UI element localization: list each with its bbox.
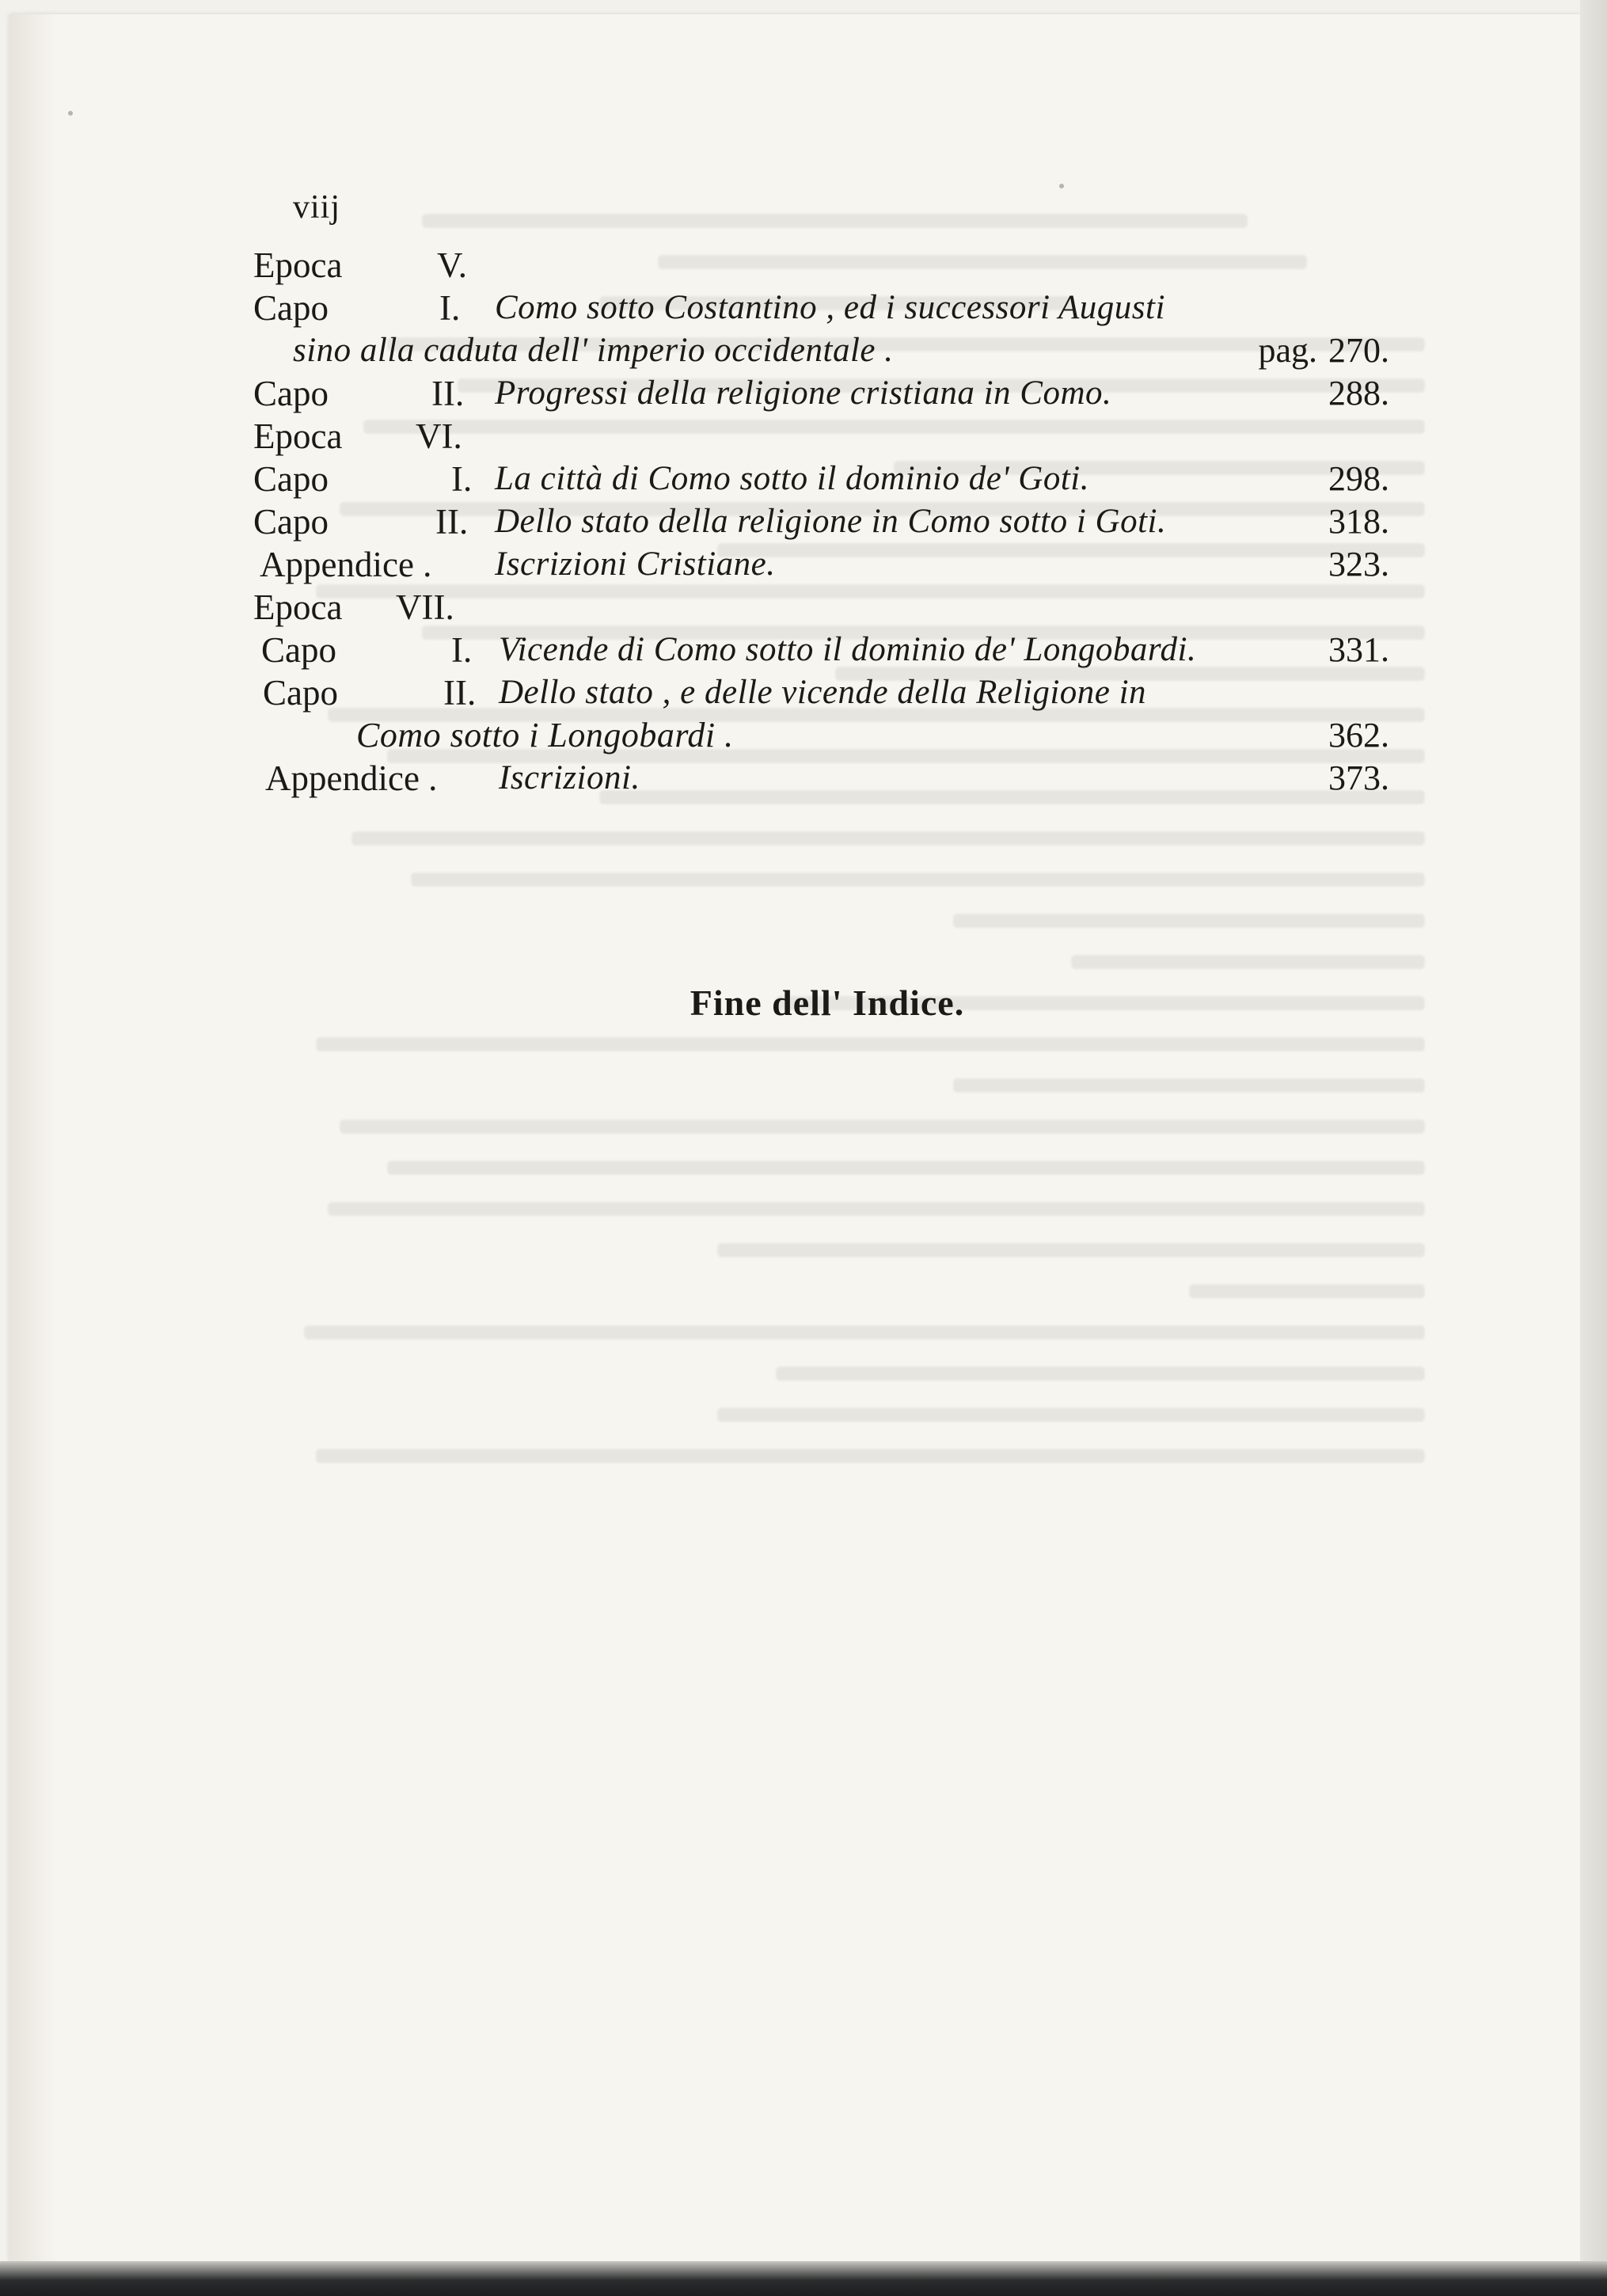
entry-label: Appendice . <box>260 545 432 584</box>
page-number: viij <box>293 189 341 226</box>
book-cover-edge-right <box>1580 0 1607 2296</box>
entry-title: La città di Como sotto il dominio de' Goti. <box>495 460 1089 497</box>
entry-title: Como sotto Costantino , ed i successori Augusti <box>495 289 1165 326</box>
entry-numeral: II. <box>435 502 469 542</box>
entry-page-number: 323. <box>1328 545 1389 584</box>
entry-label: Appendice . <box>265 758 438 798</box>
entry-numeral: VI. <box>416 416 462 456</box>
entry-label: Epoca <box>253 416 343 456</box>
paper-speck <box>1059 184 1064 188</box>
entry-title-continuation: Como sotto i Longobardi . <box>356 716 734 755</box>
entry-title: Progressi della religione cristiana in Como. <box>495 374 1112 412</box>
entry-label: Epoca <box>253 245 343 285</box>
toc-entry-capo-1 <box>253 458 1389 500</box>
entry-numeral: VII. <box>396 587 454 627</box>
page-value: 270. <box>1328 331 1389 370</box>
toc-entry-continuation <box>253 714 1389 757</box>
table-of-contents <box>253 244 1389 800</box>
toc-entry-capo-2 <box>253 372 1389 415</box>
entry-label: Capo <box>253 288 329 328</box>
book-cover-edge-bottom <box>0 2261 1607 2296</box>
paper-speck <box>68 111 73 116</box>
entry-title: Dello stato della religione in Como sotto i Goti. <box>495 503 1167 540</box>
entry-label: Capo <box>261 630 336 670</box>
entry-label: Epoca <box>253 587 343 627</box>
entry-title: Iscrizioni. <box>499 759 640 796</box>
page-gutter-shadow <box>9 14 57 2263</box>
entry-title-continuation: sino alla caduta dell' imperio occidentale . <box>293 332 894 369</box>
entry-label: Capo <box>253 374 329 413</box>
entry-numeral: I. <box>439 288 461 328</box>
toc-entry-epoca-vi <box>253 415 1389 458</box>
toc-entry-capo-2 <box>253 671 1389 714</box>
entry-numeral: I. <box>451 459 473 499</box>
entry-numeral: II. <box>443 673 477 713</box>
toc-entry-capo-1 <box>253 629 1389 671</box>
toc-entry-capo-2 <box>253 500 1389 543</box>
toc-entry-appendice <box>253 543 1389 586</box>
toc-entry-epoca-v <box>253 244 1389 287</box>
closing-line: Fine dell' Indice. <box>690 983 965 1023</box>
entry-numeral: II. <box>431 374 465 413</box>
entry-label: Capo <box>263 673 338 713</box>
entry-title: Dello stato , e delle vicende della Religione in <box>499 674 1147 711</box>
entry-page-number: 373. <box>1328 758 1389 797</box>
entry-numeral: V. <box>437 245 467 285</box>
page-prefix: pag. <box>1258 331 1317 370</box>
entry-numeral: I. <box>451 630 473 670</box>
entry-page-number: 362. <box>1328 716 1389 755</box>
entry-page-number: 318. <box>1328 502 1389 541</box>
entry-title: Vicende di Como sotto il dominio de' Longobardi. <box>499 631 1197 668</box>
entry-page-number: 288. <box>1328 374 1389 412</box>
toc-entry-capo-1 <box>253 287 1389 329</box>
toc-entry-continuation <box>253 329 1389 372</box>
entry-label: Capo <box>253 459 329 499</box>
toc-entry-epoca-vii <box>253 586 1389 629</box>
entry-label: Capo <box>253 502 329 542</box>
entry-page-number: 331. <box>1328 630 1389 669</box>
toc-entry-appendice <box>253 757 1389 800</box>
entry-title: Iscrizioni Cristiane. <box>495 545 776 583</box>
entry-page-number <box>1258 329 1389 372</box>
entry-page-number: 298. <box>1328 459 1389 498</box>
